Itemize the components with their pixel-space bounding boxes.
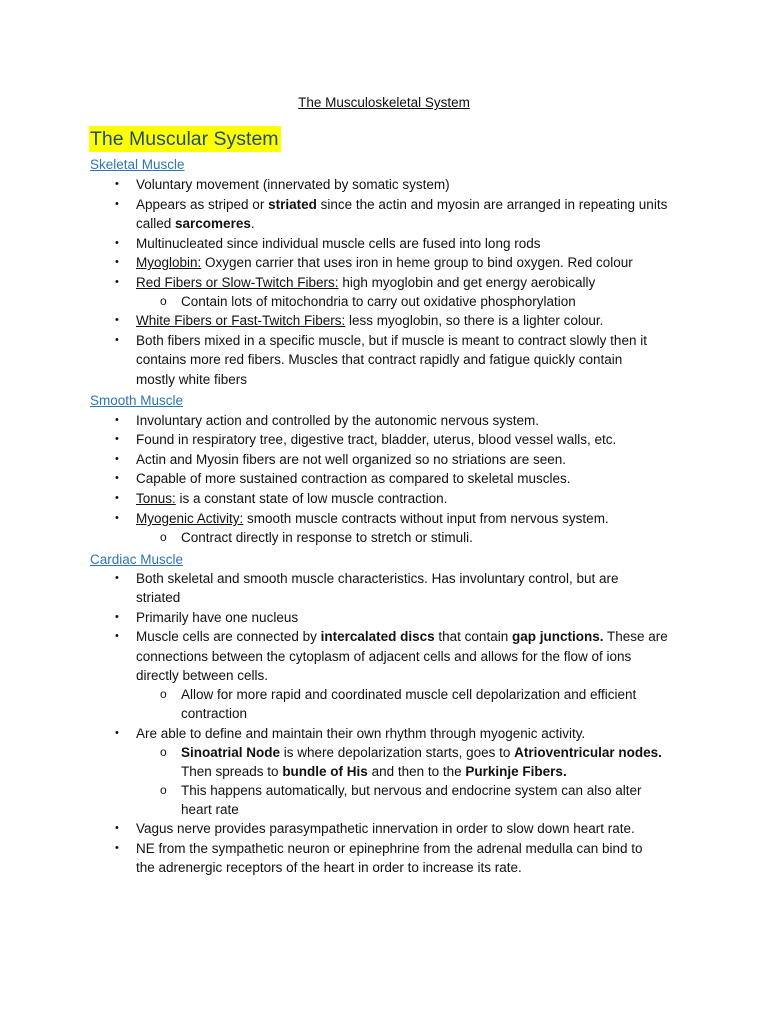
document-title: The Musculoskeletal System xyxy=(298,95,470,110)
bullet-icon: • xyxy=(115,314,119,326)
bullet-icon: • xyxy=(115,472,119,484)
smooth-bullet-2: Found in respiratory tree, digestive tract, bladder, uterus, blood vessel walls, etc. xyxy=(136,432,617,447)
bullet-icon: • xyxy=(115,237,119,249)
skeletal-bullet-5-sub-1: Contain lots of mitochondria to carry out oxidative phosphorylation xyxy=(181,294,576,309)
sub-bullet-icon: o xyxy=(160,530,167,544)
smooth-bullet-5: Tonus: is a constant state of low muscle contraction. xyxy=(136,491,448,506)
bullet-icon: • xyxy=(115,572,119,584)
bullet-icon: • xyxy=(115,433,119,445)
skeletal-bullet-1: Voluntary movement (innervated by somatic system) xyxy=(136,177,450,192)
skeletal-bullet-3: Multinucleated since individual muscle cells are fused into long rods xyxy=(136,236,541,251)
cardiac-bullet-6: NE from the sympathetic neuron or epinephrine from the adrenal medulla can bind to xyxy=(136,841,643,856)
bullet-icon: • xyxy=(115,512,119,524)
smooth-bullet-6-sub-1: Contract directly in response to stretch or stimuli. xyxy=(181,530,473,545)
cardiac-bullet-1-line-2: striated xyxy=(136,590,181,605)
section-title-muscular-system: The Muscular System xyxy=(90,128,279,150)
heading-smooth-muscle: Smooth Muscle xyxy=(90,393,184,408)
cardiac-bullet-4-sub-2: This happens automatically, but nervous and endocrine system can also alter xyxy=(181,783,642,798)
smooth-bullet-6: Myogenic Activity: smooth muscle contracts without input from nervous system. xyxy=(136,511,609,526)
cardiac-bullet-6-line-2: the adrenergic receptors of the heart in order to increase its rate. xyxy=(136,860,522,875)
bullet-icon: • xyxy=(115,453,119,465)
bullet-icon: • xyxy=(115,630,119,642)
sub-bullet-icon: o xyxy=(160,294,167,308)
skeletal-bullet-7-line-2: contains more red fibers. Muscles that contract rapidly and fatigue quickly contain xyxy=(136,352,623,367)
smooth-bullet-1: Involuntary action and controlled by the autonomic nervous system. xyxy=(136,413,539,428)
heading-skeletal-muscle: Skeletal Muscle xyxy=(90,157,185,172)
sub-bullet-icon: o xyxy=(160,745,167,759)
cardiac-bullet-3-line-2: connections between the cytoplasm of adjacent cells and allows for the flow of ions xyxy=(136,649,632,664)
cardiac-bullet-3-sub-1: Allow for more rapid and coordinated muscle cell depolarization and efficient xyxy=(181,687,637,702)
bullet-icon: • xyxy=(115,842,119,854)
cardiac-bullet-2: Primarily have one nucleus xyxy=(136,610,299,625)
cardiac-bullet-3-line-3: directly between cells. xyxy=(136,668,269,683)
cardiac-bullet-1: Both skeletal and smooth muscle characteristics. Has involuntary control, but are xyxy=(136,571,619,586)
smooth-bullet-3: Actin and Myosin fibers are not well organized so no striations are seen. xyxy=(136,452,566,467)
bullet-icon: • xyxy=(115,256,119,268)
sub-bullet-icon: o xyxy=(160,687,167,701)
cardiac-bullet-3: Muscle cells are connected by intercalated discs that contain gap junctions. These are xyxy=(136,629,668,644)
skeletal-bullet-6: White Fibers or Fast-Twitch Fibers: less myoglobin, so there is a lighter colour. xyxy=(136,313,604,328)
heading-cardiac-muscle: Cardiac Muscle xyxy=(90,552,184,567)
cardiac-bullet-4-sub-1-line-2: Then spreads to bundle of His and then to the Purkinje Fibers. xyxy=(181,764,567,779)
bullet-icon: • xyxy=(115,198,119,210)
cardiac-bullet-4-sub-2-line-2: heart rate xyxy=(181,802,239,817)
smooth-bullet-4: Capable of more sustained contraction as compared to skeletal muscles. xyxy=(136,471,571,486)
cardiac-bullet-4: Are able to define and maintain their own rhythm through myogenic activity. xyxy=(136,726,586,741)
bullet-icon: • xyxy=(115,727,119,739)
skeletal-bullet-4: Myoglobin: Oxygen carrier that uses iron in heme group to bind oxygen. Red colour xyxy=(136,255,633,270)
bullet-icon: • xyxy=(115,822,119,834)
bullet-icon: • xyxy=(115,178,119,190)
sub-bullet-icon: o xyxy=(160,783,167,797)
skeletal-bullet-2: Appears as striped or striated since the actin and myosin are arranged in repeating units xyxy=(136,197,668,212)
bullet-icon: • xyxy=(115,492,119,504)
cardiac-bullet-5: Vagus nerve provides parasympathetic innervation in order to slow down heart rate. xyxy=(136,821,635,836)
bullet-icon: • xyxy=(115,611,119,623)
bullet-icon: • xyxy=(115,334,119,346)
skeletal-bullet-2-line-2: called sarcomeres. xyxy=(136,216,255,231)
bullet-icon: • xyxy=(115,414,119,426)
skeletal-bullet-5: Red Fibers or Slow-Twitch Fibers: high myoglobin and get energy aerobically xyxy=(136,275,596,290)
bullet-icon: • xyxy=(115,276,119,288)
cardiac-bullet-3-sub-1-line-2: contraction xyxy=(181,706,248,721)
skeletal-bullet-7-line-3: mostly white fibers xyxy=(136,372,248,387)
skeletal-bullet-7: Both fibers mixed in a specific muscle, but if muscle is meant to contract slowly then it xyxy=(136,333,647,348)
cardiac-bullet-4-sub-1: Sinoatrial Node is where depolarization starts, goes to Atrioventricular nodes. xyxy=(181,745,662,760)
